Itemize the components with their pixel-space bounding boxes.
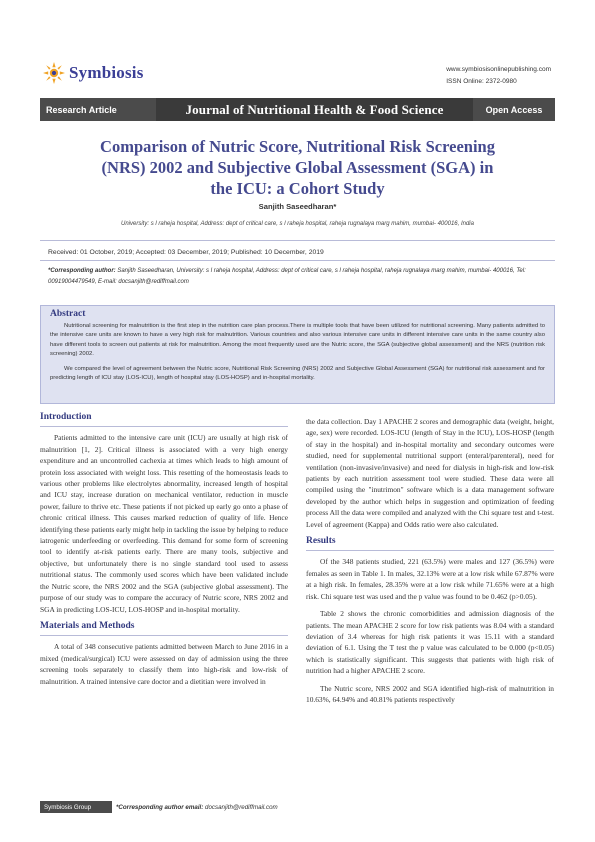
- corr-label: *Corresponding author:: [48, 268, 116, 274]
- corresponding-author: [48, 266, 548, 288]
- corr-text: Sanjith Saseedharan, University: s l raheja hospital, Address: dept of critical care, s l raheja hospital, raheja rugnalaya marg mahim, mumbai- 400016, Tel: 00919004479549, E-mail: docsanjith@rediffmail.com: [48, 268, 526, 285]
- footer-group: Symbiosis Group: [40, 801, 112, 813]
- divider: [40, 260, 555, 261]
- abstract-paragraph: Nutritional screening for malnutrition is the first step in the nutrition care plan process.There is multiple tools that have been utilized for nutritional screening. Many patients admitted to the intensive care units are known to have a very high risk for malnutrition. Various countries and also various intensive care units in different intensive care units in the same country also have different tools to screen out patients at risk for malnutrition. Among the most frequently used are the Nutric score, the SGA (subjective global assessment) and the NRS (nutrition risk screening) 2002.: [50, 323, 545, 357]
- section-heading-methods: Materials and Methods: [40, 621, 288, 636]
- article-dates: Received: 01 October, 2019; Accepted: 03 December, 2019; Published: 10 December, 2019: [48, 249, 324, 256]
- issn: ISSN Online: 2372-0980: [446, 78, 517, 85]
- author-name: Sanjith Saseedharan*: [258, 202, 337, 211]
- footer-email-label: *Corresponding author email:: [116, 803, 204, 811]
- divider: [40, 240, 555, 241]
- body-paragraph: A total of 348 consecutive patients admitted between March to June 2016 in a mixed (medical/surgical) ICU were assessed on day of admission using the three screening tools separately to classify them into high-risk and low-risk of malnutrition. A trained intensive care doctor and a dietitian were involved in: [40, 642, 288, 686]
- body-paragraph: Table 2 shows the chronic comorbidities and admission diagnosis of the patients. The mean APACHE 2 score for low risk patients was 8.04 with a standard deviation of 3.4 whereas for high risk patients it was 15.11 with a standard deviation of 6.1. Using the T test the p value was calculated to be 0.000 (p<0.05) which is statistically significant. This suggests that patients with high risk of nutrition had a higher APACHE 2 score.: [306, 609, 554, 676]
- website-link[interactable]: www.symbiosisonlinepublishing.com: [446, 66, 551, 73]
- title-line: the ICU: a Cohort Study: [210, 179, 385, 198]
- article-title: [55, 136, 540, 199]
- footer-email-link[interactable]: docsanjith@rediffmail.com: [203, 803, 278, 811]
- section-heading-introduction: Introduction: [40, 412, 288, 427]
- body-paragraph: Of the 348 patients studied, 221 (63.5%) were males and 127 (36.5%) were females as seen in Table 1. In males, 32.13% were at a low risk while 67.87% were at a high risk. In females, 28.35% were at a low risk while 71.65% were at a high risk. Chi square test was used and the p value was found to be 0.462 (p>0.05).: [306, 557, 554, 601]
- site-info: [446, 64, 551, 88]
- left-column: [40, 412, 288, 687]
- abstract-heading: Abstract: [50, 309, 86, 319]
- abstract-box: [40, 305, 555, 404]
- section-heading-results: Results: [306, 536, 554, 551]
- body-paragraph: Patients admitted to the intensive care unit (ICU) are usually at high risk of malnutrition [1, 2]. Critical illness is associated with a very high energy expenditure and an uncontrolled cachexia at times which leads to high amount of protein loss associated with weight loss. This resetting of the homeostasis leads to various other problems like electrolytes abnormality, increased length of hospital and ICU stay, increase duration on mechanical ventilator, reduction in muscle power, failure to thrive etc. These patients if not picked up early go onto a phase of chronic critical illness. This causes marked reduction of quality of life. Hence identifying these patients early might help in tackling the issue by helping to reduce iatrogenic underfeeding or overfeeding. This demand for some form of screening tool to identify at-risk patients early. There are many tools, subjective and objective, but unfortunately there is no single standard tool used to assess nutritional status. The commonly used scores which have been validated include the Nutric score, the NRS 2002 and the SGA (subjective global assessment). The purpose of our study was to compare the accuracy of Nutric score, NRS 2002 and SGA in predicting LOS-ICU, LOS-HOSP and in-hospital mortality.: [40, 433, 288, 614]
- journal-name: Journal of Nutritional Health & Food Science: [185, 101, 444, 117]
- right-column: [306, 416, 554, 705]
- body-paragraph: The Nutric score, NRS 2002 and SGA identified high-risk of malnutrition in 10.63%, 64.94% and 40.81% patients respectively: [306, 683, 554, 704]
- footer-email: [116, 804, 278, 811]
- open-access-badge: Open Access: [473, 98, 555, 121]
- publisher-logo: [42, 60, 144, 86]
- page-footer: [40, 801, 555, 813]
- title-line: Comparison of Nutric Score, Nutritional Risk Screening: [100, 137, 495, 156]
- title-line: (NRS) 2002 and Subjective Global Assessment (SGA) in: [101, 158, 494, 177]
- body-paragraph: the data collection. Day 1 APACHE 2 scores and demographic data (weight, height, age, sex) were recorded. LOS-ICU (length of Stay in the ICU), LOS-HOSP (length of stay in the hospital) and in-hospital mortality and secondary outcomes were studied, need for supplemental nutritional support (enteral/parenteral), need for ventilation (non-invasive/invasive) and need for dialysis in high-risk and low-risk patients by each nutrition assessment tool were studied. These data were all compiled using the "inutrimon" software which is a data management software developed by the author which helps in suggestion and optimization of feeding process All the data were compiled and analyzed with the Chi square test and t-test. Level of agreement (Kappa) and Odds ratio were also calculated.: [306, 417, 554, 529]
- logo-text: Symbiosis: [69, 63, 144, 82]
- sun-logo-icon: [42, 61, 66, 85]
- abstract-paragraph: We compared the level of agreement between the Nutric score, Nutritional Risk Screening (NRS) 2002 and Subjective Global Assessment (SGA) for nutritional risk assessment and for predicting length of ICU stay (LOS-ICU), length of hospital stay (LOS-HOSP) and in-hospital mortality.: [50, 366, 545, 382]
- affiliation: University: s l raheja hospital, Address: dept of critical care, s l raheja hospital, raheja rugnalaya marg mahim, mumbai- 400016, India: [121, 221, 474, 227]
- article-type: Research Article: [40, 98, 156, 121]
- journal-banner: [40, 98, 555, 121]
